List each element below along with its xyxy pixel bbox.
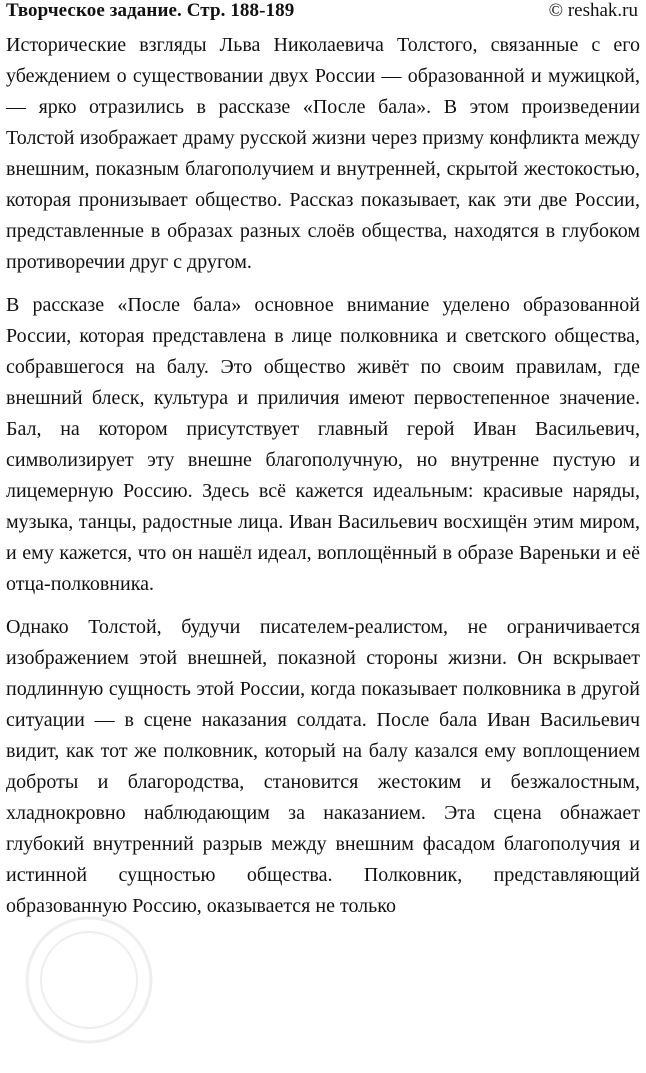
site-credit: © reshak.ru xyxy=(548,0,638,21)
watermark-logo xyxy=(14,905,164,1055)
page-header xyxy=(6,0,640,30)
paragraph-1: Исторические взгляды Льва Николаевича Толстого, связанные с его убеждением о существовании двух России — образованной и мужицкой, — ярко отразились в рассказе «После бала». В этом произведении Толстой изображает драму русской жизни через призму конфликта между внешним, показным благополучием и внутренней, скрытой жестокостью, которая пронизывает общество. Рассказ показывает, как эти две России, представленные в образах разных слоёв общества, находятся в глубоком противоречии друг с другом. xyxy=(6,34,640,273)
page-title: Творческое задание. Стр. 188-189 xyxy=(6,0,295,21)
paragraph-2: В рассказе «После бала» основное внимание уделено образованной России, которая представлена в лице полковника и светского общества, собравшегося на балу. Это общество живёт по своим правилам, где внешний блеск, культура и приличия имеют первостепенное значение. Бал, на котором присутствует главный герой Иван Васильевич, символизирует эту внешне благополучную, но внутренне пустую и лицемерную Россию. Здесь всё кажется идеальным: красивые наряды, музыка, танцы, радостные лица. Иван Васильевич восхищён этим миром, и ему кажется, что он нашёл идеал, воплощённый в образе Вареньки и её отца-полковника. xyxy=(6,294,640,595)
article-body xyxy=(6,30,640,922)
paragraph-3: Однако Толстой, будучи писателем-реалистом, не ограничивается изображением этой внешней, показной стороны жизни. Он вскрывает подлинную сущность этой России, когда показывает полковника в другой ситуации — в сцене наказания солдата. После бала Иван Васильевич видит, как тот же полковник, который на балу казался ему воплощением доброты и благородства, становится жестоким и безжалостным, хладнокровно наблюдающим за наказанием. Эта сцена обнажает глубокий внутренний разрыв между внешним фасадом благополучия и истинной сущностью общества. Полковник, представляющий образованную Россию, оказывается не только xyxy=(6,616,640,917)
